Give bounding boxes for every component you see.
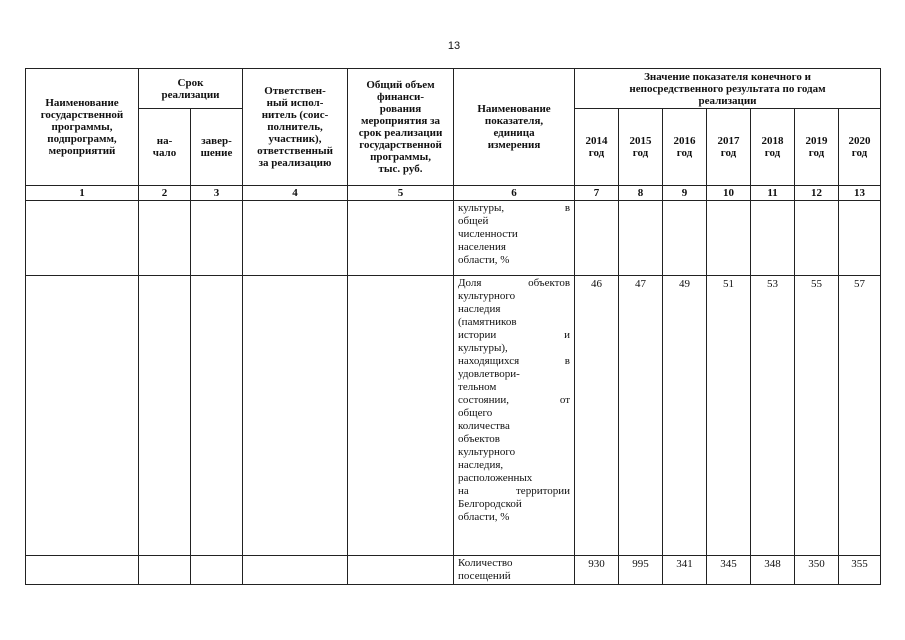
empty-cell [348,201,454,276]
column-number: 3 [191,186,243,201]
header-line: Наименование [45,97,119,109]
column-number: 12 [795,186,839,201]
header-line: мероприятия за [360,115,441,127]
header-line: шение [200,147,233,159]
empty-cell [243,201,348,276]
header-line: единица [493,127,535,139]
header-line: измерения [487,139,541,151]
header-year-word: год [676,147,693,159]
value-cell: 46 [575,276,619,556]
value-cell [707,201,751,276]
header-line: участник), [268,133,322,145]
header-line: реализации [698,94,757,107]
indicator-line: наследия, [458,459,504,471]
header-year-2016 [663,109,707,186]
value-cell [795,201,839,276]
empty-cell [191,276,243,556]
header-line: программы, [51,121,113,133]
value-cell: 51 [707,276,751,556]
empty-cell [139,556,191,585]
indicator-line: количества [458,420,510,432]
empty-cell [139,201,191,276]
header-indicator-values [575,69,881,109]
indicator-line: расположенных [458,472,533,484]
column-number: 13 [839,186,881,201]
header-line: государственной [359,139,442,151]
header-year-word: год [808,147,825,159]
header-year-word: год [588,147,605,159]
indicators-table [25,68,881,585]
header-year-value: 2015 [629,135,652,147]
empty-cell [348,276,454,556]
header-line: подпрограмм, [47,133,117,145]
value-cell: 57 [839,276,881,556]
empty-cell [191,201,243,276]
value-cell [575,201,619,276]
header-indicator-name [454,69,575,186]
header-year-value: 2020 [848,135,871,147]
indicator-line: посещений [458,570,511,582]
header-year-2018 [751,109,795,186]
value-cell: 345 [707,556,751,585]
header-end [191,109,243,186]
header-year-value: 2017 [717,135,740,147]
table-row [26,276,881,556]
header-line: срок реализации [358,127,443,139]
value-cell [619,201,663,276]
indicator-line: общей [458,215,489,227]
indicator-line: состоянии, от [458,394,571,406]
value-cell: 341 [663,556,707,585]
column-number: 5 [348,186,454,201]
header-line: мероприятий [48,145,116,157]
indicator-line: общего [458,407,493,419]
header-year-value: 2019 [805,135,828,147]
empty-cell [139,276,191,556]
header-year-word: год [851,147,868,159]
header-line: реализации [161,88,220,101]
header-line: за реализацию [258,157,332,169]
indicator-line: (памятников [458,316,517,328]
header-line: завер- [201,135,232,147]
column-number: 8 [619,186,663,201]
header-start [139,109,191,186]
header-line: Срок [177,76,204,89]
empty-cell [348,556,454,585]
indicator-line: удовлетвори- [458,368,520,380]
header-year-2015 [619,109,663,186]
table-row [26,201,881,276]
indicator-line: области, % [458,511,510,523]
indicator-line: наследия [458,303,501,315]
value-cell: 55 [795,276,839,556]
value-cell: 53 [751,276,795,556]
table-row [26,556,881,585]
indicator-line: Доля объектов [458,277,571,289]
indicator-line: тельном [458,381,497,393]
header-line: на- [156,135,173,147]
header-line: программы, [370,151,431,163]
header-responsible-executor [243,69,348,186]
value-cell: 355 [839,556,881,585]
header-line: финанси- [377,91,425,103]
header-year-2019 [795,109,839,186]
header-funding-volume [348,69,454,186]
indicator-line: Белгородской [458,498,522,510]
indicator-line: культуры, в [458,202,571,214]
value-cell [839,201,881,276]
indicator-line: культуры), [458,342,508,354]
empty-cell [26,201,139,276]
indicator-name-cell [454,556,575,585]
column-number: 2 [139,186,191,201]
value-cell: 47 [619,276,663,556]
empty-cell [191,556,243,585]
indicator-line: численности [458,228,518,240]
column-number: 7 [575,186,619,201]
value-cell: 995 [619,556,663,585]
header-year-2014 [575,109,619,186]
header-line: ный испол- [266,97,324,109]
indicator-line: объектов [458,433,500,445]
header-year-2020 [839,109,881,186]
header-year-word: год [720,147,737,159]
indicator-line: Количество [458,557,513,569]
indicator-line: области, % [458,254,510,266]
header-line: чало [152,147,177,159]
header-line: полнитель, [267,121,323,133]
value-cell [663,201,707,276]
empty-cell [243,276,348,556]
header-line: непосредственного результата по годам [629,82,826,95]
indicator-line: культурного [458,446,516,458]
indicator-line: культурного [458,290,516,302]
header-line: государственной [40,109,124,121]
indicator-line: находящихся в [458,355,571,367]
empty-cell [243,556,348,585]
value-cell: 348 [751,556,795,585]
column-number: 9 [663,186,707,201]
header-program-name [26,69,139,186]
indicator-name-cell [454,201,575,276]
empty-cell [26,556,139,585]
header-line: Наименование [477,103,551,115]
column-number: 1 [26,186,139,201]
indicator-line: истории и [458,329,571,341]
indicator-line: населения [458,241,506,253]
header-implementation-period [139,69,243,109]
header-line: Ответствен- [264,85,326,97]
header-line: рования [379,103,422,115]
header-line: тыс. руб. [378,163,423,175]
header-line: Значение показателя конечного и [644,70,811,83]
indicator-line: на территории [458,485,571,497]
header-line: Общий объем [366,79,435,91]
header-year-value: 2018 [761,135,784,147]
value-cell: 49 [663,276,707,556]
header-year-2017 [707,109,751,186]
header-year-value: 2014 [585,135,608,147]
column-number: 10 [707,186,751,201]
page-number: 13 [447,40,461,52]
column-number: 11 [751,186,795,201]
header-year-word: год [764,147,781,159]
column-number: 4 [243,186,348,201]
header-line: показателя, [484,115,544,127]
column-number: 6 [454,186,575,201]
empty-cell [26,276,139,556]
value-cell [751,201,795,276]
value-cell: 350 [795,556,839,585]
value-cell: 930 [575,556,619,585]
header-year-word: год [632,147,649,159]
header-line: нитель (соис- [261,109,329,121]
header-year-value: 2016 [673,135,696,147]
indicator-name-cell [454,276,575,556]
header-line: ответственный [257,145,333,157]
